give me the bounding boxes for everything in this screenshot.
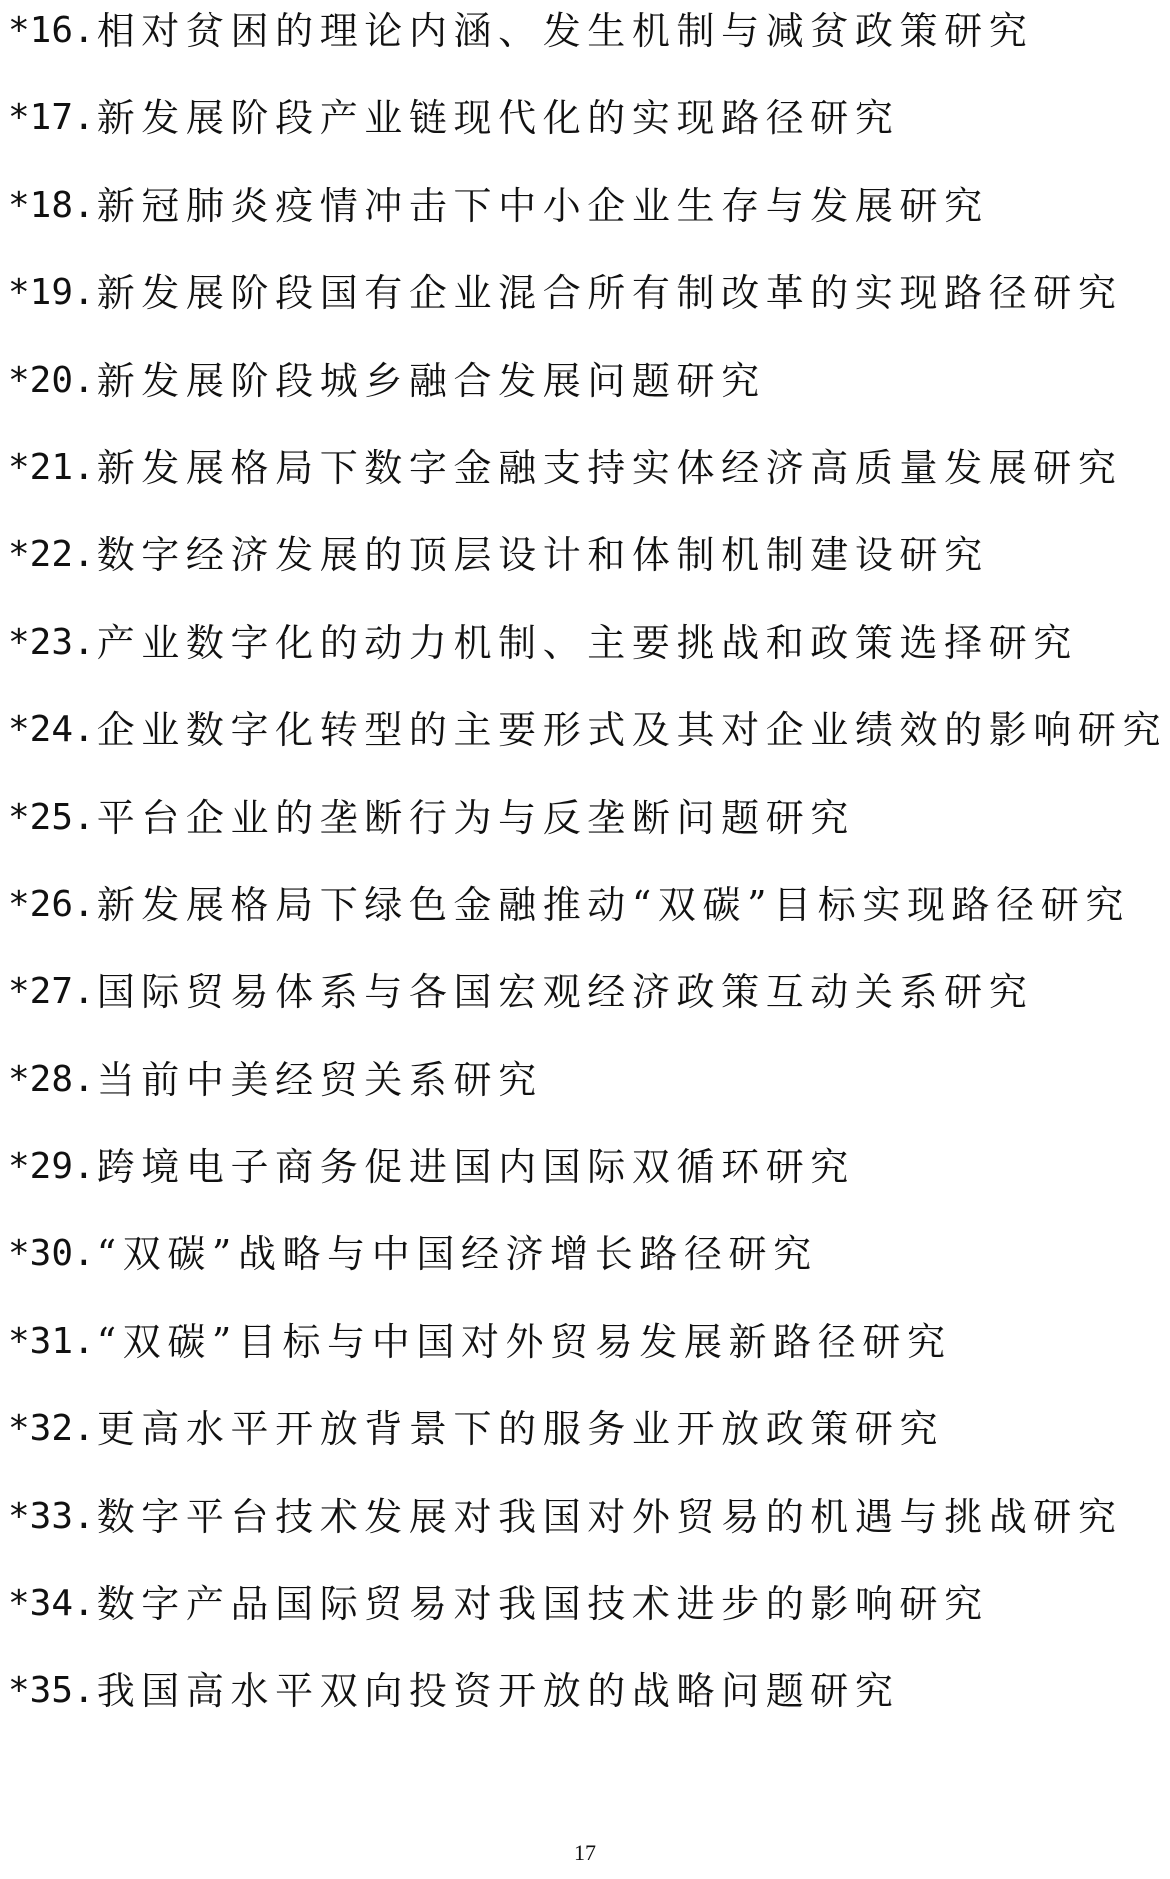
item-number: *25.: [8, 796, 95, 838]
item-number: *19.: [8, 272, 95, 314]
list-item: [8, 350, 1167, 437]
list-item: [8, 1049, 1167, 1136]
item-title: 更高水平开放背景下的服务业开放政策研究: [96, 1407, 945, 1452]
item-title: 跨境电子商务促进国内国际双循环研究: [96, 1145, 855, 1190]
list-item: [8, 1136, 1167, 1223]
item-title: 国际贸易体系与各国宏观经济政策互动关系研究: [96, 970, 1034, 1015]
item-number: *18.: [8, 184, 95, 226]
list-item: [8, 1311, 1167, 1398]
item-title: 数字平台技术发展对我国对外贸易的机遇与挑战研究: [96, 1494, 1123, 1539]
item-number: *32.: [8, 1408, 95, 1450]
item-number: *16.: [8, 10, 95, 51]
item-number: *20.: [8, 359, 95, 401]
item-title: 平台企业的垄断行为与反垄断问题研究: [96, 795, 855, 840]
list-item: [8, 175, 1167, 262]
item-title: “双碳”目标与中国对外贸易发展新路径研究: [96, 1319, 952, 1364]
item-title: 数字经济发展的顶层设计和体制机制建设研究: [96, 533, 989, 578]
item-number: *23.: [8, 621, 95, 663]
item-title: 相对贫困的理论内涵、发生机制与减贫政策研究: [96, 9, 1034, 53]
item-title: 新发展格局下绿色金融推动“双碳”目标实现路径研究: [96, 882, 1130, 927]
item-number: *28.: [8, 1058, 95, 1100]
item-title: 数字产品国际贸易对我国技术进步的影响研究: [96, 1582, 989, 1627]
item-title: 新发展阶段城乡融合发展问题研究: [96, 358, 766, 403]
item-title: 我国高水平双向投资开放的战略问题研究: [96, 1669, 900, 1714]
item-number: *31.: [8, 1320, 95, 1362]
item-number: *17.: [8, 97, 95, 139]
research-topic-list: [8, 0, 1167, 1748]
list-item: [8, 874, 1167, 961]
list-item: [8, 1398, 1167, 1485]
item-title: 新发展阶段产业链现代化的实现路径研究: [96, 96, 900, 141]
list-item: [8, 524, 1167, 611]
item-number: *22.: [8, 534, 95, 576]
item-number: *35.: [8, 1670, 95, 1712]
item-title: 新冠肺炎疫情冲击下中小企业生存与发展研究: [96, 183, 989, 228]
item-number: *33.: [8, 1495, 95, 1537]
list-item: [8, 612, 1167, 699]
item-number: *29.: [8, 1146, 95, 1188]
item-number: *21.: [8, 446, 95, 488]
item-title: 企业数字化转型的主要形式及其对企业绩效的影响研究: [96, 708, 1168, 753]
page-number: 17: [574, 1840, 596, 1865]
list-item: [8, 699, 1167, 786]
list-item: [8, 87, 1167, 174]
item-title: 新发展阶段国有企业混合所有制改革的实现路径研究: [96, 271, 1123, 316]
item-title: “双碳”战略与中国经济增长路径研究: [96, 1232, 818, 1277]
item-number: *26.: [8, 883, 95, 925]
list-item: [8, 787, 1167, 874]
list-item: [8, 1573, 1167, 1660]
list-item: [8, 1486, 1167, 1573]
list-item: [8, 437, 1167, 524]
list-item: [8, 1660, 1167, 1747]
list-item: [8, 262, 1167, 349]
item-number: *24.: [8, 709, 95, 751]
item-title: 当前中美经贸关系研究: [96, 1057, 543, 1102]
item-title: 产业数字化的动力机制、主要挑战和政策选择研究: [96, 620, 1078, 665]
list-item: [8, 1223, 1167, 1310]
list-item: [8, 0, 1167, 87]
item-number: *34.: [8, 1583, 95, 1625]
list-item: [8, 961, 1167, 1048]
item-title: 新发展格局下数字金融支持实体经济高质量发展研究: [96, 445, 1123, 490]
item-number: *30.: [8, 1233, 95, 1275]
item-number: *27.: [8, 971, 95, 1013]
